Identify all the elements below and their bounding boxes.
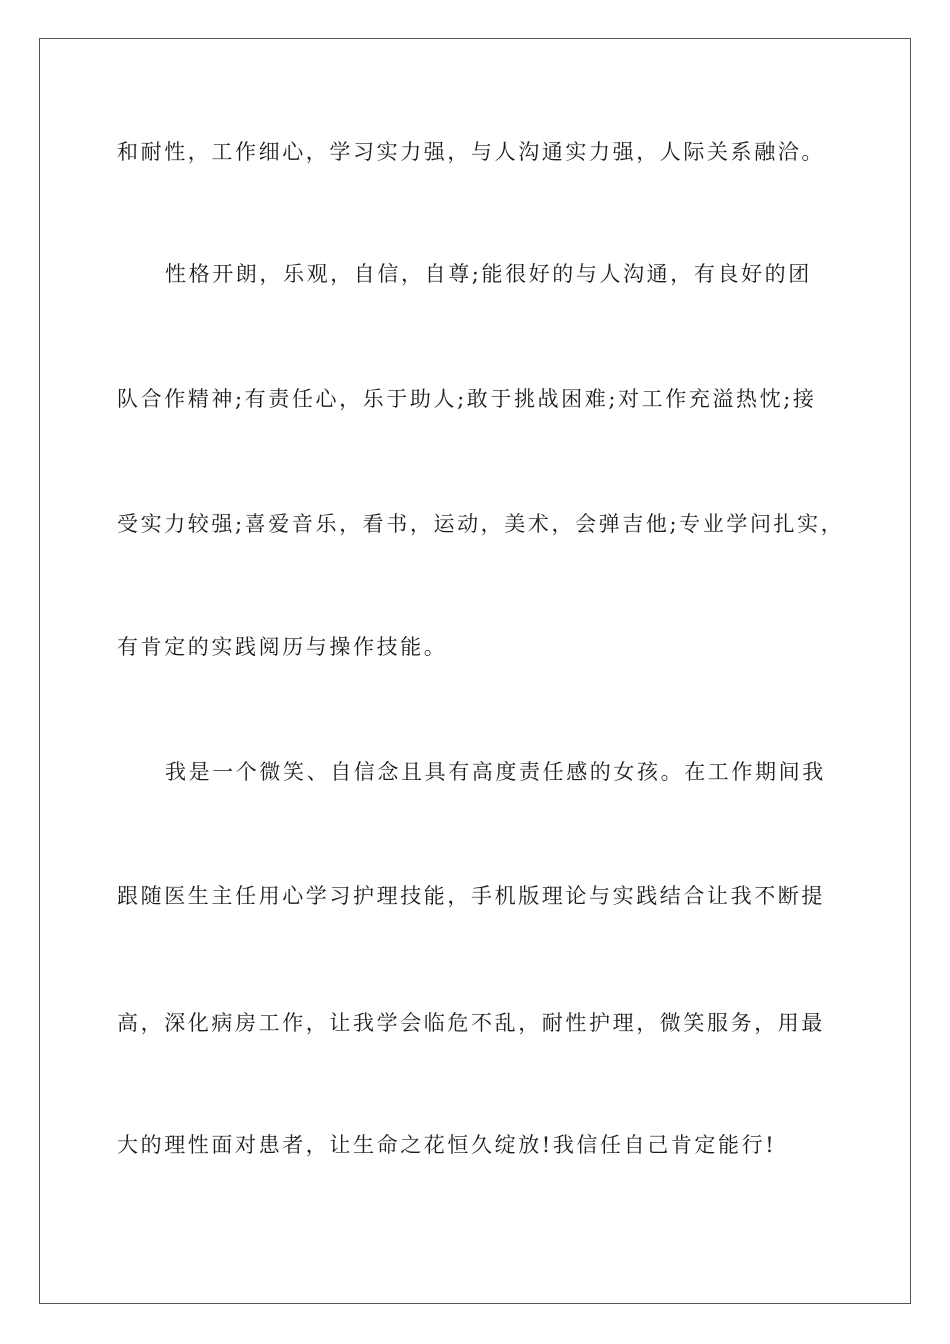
paragraph-2-line-4: 有肯定的实践阅历与操作技能。 [117,635,448,659]
paragraph-3-line-2: 跟随医生主任用心学习护理技能，手机版理论与实践结合让我不断提 [117,884,825,908]
paragraph-2-line-2: 队合作精神;有责任心，乐于助人;敢于挑战困难;对工作充溢热忱;接 [117,387,817,411]
page-frame [39,38,911,1304]
text-line-1: 和耐性，工作细心，学习实力强，与人沟通实力强，人际关系融洽。 [117,140,825,164]
paragraph-2-line-1: 性格开朗，乐观，自信，自尊;能很好的与人沟通，有良好的团 [165,262,812,286]
paragraph-3-line-4: 大的理性面对患者，让生命之花恒久绽放!我信任自己肯定能行! [117,1133,777,1157]
paragraph-2-line-3: 受实力较强;喜爱音乐，看书，运动，美术，会弹吉他;专业学问扎实， [117,512,845,536]
paragraph-3-line-1: 我是一个微笑、自信念且具有高度责任感的女孩。在工作期间我 [165,760,826,784]
paragraph-3-line-3: 高，深化病房工作，让我学会临危不乱，耐性护理，微笑服务，用最 [117,1011,825,1035]
